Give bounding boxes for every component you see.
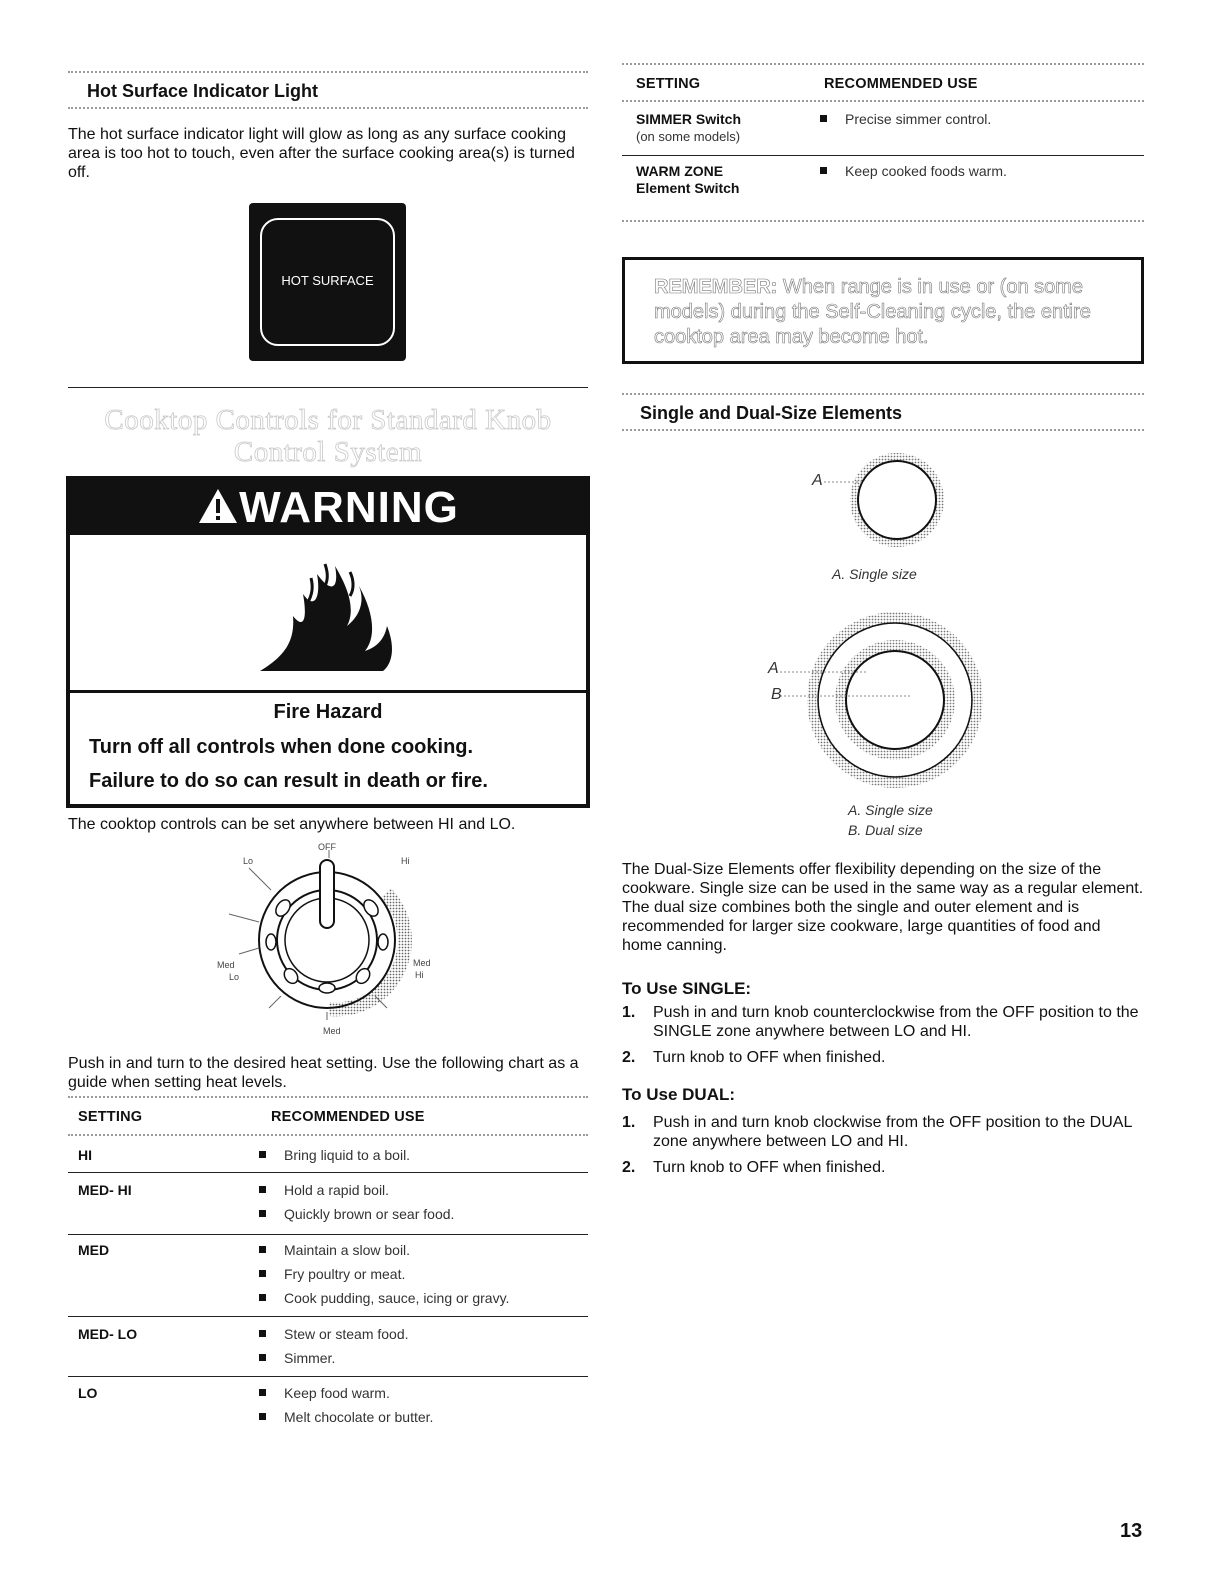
dual-element-figure: [760, 612, 1000, 792]
dual-step-2: 2. Turn knob to OFF when finished.: [622, 1159, 886, 1176]
use-item: Maintain a slow boil.: [259, 1242, 509, 1259]
single-step-2: 2. Turn knob to OFF when finished.: [622, 1049, 886, 1066]
knob-label-med-hi-2: Hi: [415, 970, 424, 980]
warning-triangle-icon: [197, 487, 239, 525]
knob-label-off: OFF: [318, 842, 336, 852]
setting-note: (on some models): [636, 129, 741, 144]
remember-label: REMEMBER:: [654, 276, 778, 298]
knob-label-hi: Hi: [401, 856, 410, 866]
setting-name: HI: [78, 1147, 92, 1163]
warning-line2: Failure to do so can result in death or fire.: [89, 770, 488, 792]
dual-step-1: 1. Push in and turn knob clockwise from the OFF position to the DUAL zone anywhere between LO and HI.: [622, 1114, 1132, 1150]
special-col-use: RECOMMENDED USE: [824, 76, 978, 92]
elements-paragraph: The Dual-Size Elements offer flexibility depending on the size of the cookware. Single size can be used in the same way as a regular element. The dual size combines both the single and outer element and is recommended for larger size cookware, large quantities of food and home canning.: [622, 861, 1144, 954]
use-item: Keep food warm.: [259, 1385, 433, 1402]
fire-icon: [255, 556, 415, 676]
fig2-label-b: B: [771, 686, 782, 703]
use-item: Hold a rapid boil.: [259, 1182, 454, 1199]
remember-text: When range is in use or (on some models) during the Self-Cleaning cycle, the entire cooktop area may become hot.: [654, 276, 1091, 348]
elements-heading: Single and Dual-Size Elements: [640, 403, 903, 423]
use-item: Fry poultry or meat.: [259, 1266, 509, 1283]
setting-name: SIMMER Switch: [636, 111, 742, 127]
setting-name-line2: Element Switch: [636, 180, 740, 196]
knob-label-med-lo-1: Med: [217, 960, 235, 970]
single-heading: To Use SINGLE:: [622, 979, 752, 998]
knob-label-med-lo-2: Lo: [229, 972, 240, 982]
warning-divider: [70, 690, 586, 693]
hot-surface-indicator-label: HOT SURFACE: [281, 273, 374, 288]
use-item: Melt chocolate or butter.: [259, 1409, 433, 1426]
fig1-label-a: A: [812, 472, 823, 489]
use-item: Simmer.: [259, 1350, 409, 1367]
fig1-caption: A. Single size: [832, 566, 917, 582]
section-title: Cooktop Controls for Standard Knob Control System: [104, 404, 552, 468]
controls-intro: The cooktop controls can be set anywhere between HI and LO.: [68, 816, 516, 833]
knob-label-med: Med: [323, 1026, 341, 1036]
use-item: Keep cooked foods warm.: [820, 163, 1007, 180]
dual-heading: To Use DUAL:: [622, 1085, 736, 1104]
use-item: Stew or steam food.: [259, 1326, 409, 1343]
single-element-figure: [800, 452, 1000, 552]
use-item: Quickly brown or sear food.: [259, 1206, 454, 1223]
push-turn-text: Push in and turn to the desired heat setting. Use the following chart as a guide when setting heat levels.: [68, 1055, 579, 1091]
setting-name: LO: [78, 1385, 98, 1401]
use-item: Cook pudding, sauce, icing or gravy.: [259, 1290, 509, 1307]
settings-col-setting: SETTING: [78, 1109, 143, 1125]
setting-name: MED- LO: [78, 1326, 138, 1342]
fig2-caption-a: A. Single size: [848, 802, 933, 818]
warning-line1: Turn off all controls when done cooking.: [89, 736, 474, 758]
knob-diagram: [209, 838, 449, 1038]
use-item: Bring liquid to a boil.: [259, 1147, 410, 1164]
fig2-caption-b: B. Dual size: [848, 822, 923, 838]
fig2-label-a: A: [768, 660, 779, 677]
setting-name: MED- HI: [78, 1182, 132, 1198]
setting-name: WARM ZONE: [636, 163, 724, 179]
page-number: 13: [1120, 1520, 1143, 1542]
warning-hazard-title: Fire Hazard: [273, 701, 383, 723]
use-item: Precise simmer control.: [820, 111, 991, 128]
warning-header-text: WARNING: [239, 483, 459, 532]
remember-box: [622, 257, 1144, 364]
hot-surface-paragraph: The hot surface indicator light will glow as long as any surface cooking area is too hot to touch, even after the surface cooking area(s) is turned off.: [68, 126, 575, 181]
special-col-setting: SETTING: [636, 76, 701, 92]
single-step-1: 1. Push in and turn knob counterclockwise from the OFF position to the SINGLE zone anywhere between LO and HI.: [622, 1004, 1139, 1040]
settings-col-use: RECOMMENDED USE: [271, 1109, 425, 1125]
warning-box: [66, 476, 590, 808]
knob-label-med-hi-1: Med: [413, 958, 431, 968]
knob-label-lo: Lo: [243, 856, 254, 866]
warning-header: [70, 480, 586, 535]
hot-surface-heading: Hot Surface Indicator Light: [87, 81, 319, 101]
hot-surface-indicator-image: [249, 203, 406, 361]
setting-name: MED: [78, 1242, 110, 1258]
